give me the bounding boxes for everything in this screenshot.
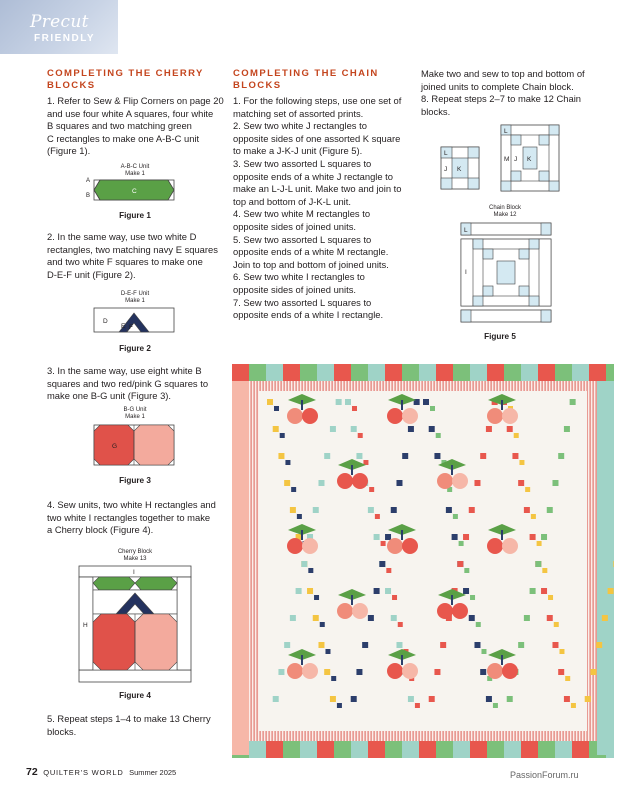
text-line: opposite sides of joined units. [233,220,356,232]
fig2-title [95,291,175,305]
badge-line-2: FRIENDLY [34,33,96,44]
text-line: opposite ends of a white I rectangle. [233,309,384,321]
fig1-label-a: A [85,178,90,184]
text-line: make an L-J-L unit. Make two and join to [233,183,402,195]
fig5b-label-k: K [527,156,532,163]
text-line: top and bottom of J-K-L unit. [233,195,351,207]
figure-5-chain-block [460,222,552,324]
text-line: 2. Sew two white J rectangles to [233,120,367,132]
text-line: squares and two red/pink G squares to [47,377,209,389]
magazine-name: QUILTER'S WORLD [43,768,124,777]
chain-heading [233,68,418,92]
badge-line-1: Precut [30,12,89,32]
fig5-title [465,205,545,219]
cherry-step-4 [47,499,232,537]
fig2-title-text: D-E-F Unit [120,291,150,297]
precut-friendly-badge [0,0,118,54]
watermark: PassionForum.ru [510,770,579,780]
figure-3-caption: Figure 3 [119,476,151,485]
fig2-sub-text: Make 1 [125,298,145,304]
fig4-label-h: H [83,622,88,629]
text-line: Make two and sew to top and bottom of [421,68,585,79]
text-line: opposite sides of one assorted K square [233,132,401,144]
issue-date: Summer 2025 [129,768,177,777]
cherry-step-2 [47,231,232,281]
fig4-sub-text: Make 13 [123,556,147,562]
text-line: D-E-F unit (Figure 2). [47,268,136,280]
figure-2-caption: Figure 2 [119,344,151,353]
text-line: B squares and two matching green [47,120,192,132]
chain-heading-line-2: BLOCKS [233,80,282,91]
text-line: 4. Sew two white M rectangles to [233,208,371,220]
text-line: to make a J-K-J unit (Figure 5). [233,145,363,157]
text-line: blocks. [421,105,451,117]
fig2-label-e: E [121,323,126,330]
figure-4-caption: Figure 4 [119,691,151,700]
fig5a-label-k: K [457,166,462,173]
fig5a-label-l: L [444,150,448,157]
text-line: 2. In the same way, use two white D [47,231,197,242]
cherry-step-1 [47,95,232,158]
fig5-sub-text: Make 12 [493,212,517,218]
fig5-title-text: Chain Block [488,205,521,211]
figure-1-caption: Figure 1 [119,211,151,220]
text-line: 1. Refer to Sew & Flip Corners on page 20 [47,95,224,106]
text-line: 5. Repeat steps 1–4 to make 13 Cherry [47,713,211,724]
page-number: 72 [26,766,38,778]
fig2-label-d: D [103,318,108,325]
text-line: matching set of assorted prints. [233,107,364,119]
text-line: a Cherry block (Figure 4). [47,524,154,536]
figure-5-jkj-unit [440,146,480,190]
figure-5-caption: Figure 5 [484,332,516,341]
fig5b-label-j: J [514,156,518,163]
cherry-heading-line-2: BLOCKS [47,80,96,91]
text-line: and two white F squares to make one [47,256,203,268]
figure-4-diagram [78,565,192,685]
fig4-label-i: I [133,569,135,576]
fig1-sub-text: Make 1 [125,171,145,177]
text-line: two white I rectangles together to make [47,511,211,523]
text-line: 1. For the following steps, use one set of [233,95,402,106]
quilt-photo [232,364,614,758]
text-line: make one B-G unit (Figure 3). [47,390,172,402]
text-line: 8. Repeat steps 2–7 to make 12 Chain [421,93,581,105]
text-line: rectangles, two matching navy E squares [47,243,218,255]
text-line: 3. In the same way, use eight white B [47,365,202,376]
chain-steps [233,95,418,322]
text-line: opposite ends of a white M rectangle. [233,246,389,258]
cherry-step-3 [47,365,232,403]
figure-3-diagram [93,424,175,466]
text-line: and use four white A squares, four white [47,107,214,119]
chain-continued-text [421,68,611,118]
fig1-title [95,164,175,178]
fig2-label-f: F [129,324,133,331]
figure-5-lj-unit [500,124,560,192]
cherry-heading [47,68,229,92]
cherry-instructions-column [47,68,229,92]
fig1-title-text: A-B-C Unit [120,164,150,170]
fig5c-label-i: I [465,269,467,276]
fig1-label-c: C [132,188,137,195]
fig4-title [95,549,175,563]
text-line: opposite sides of joined units. [233,283,356,295]
figure-2-diagram [93,307,177,333]
fig3-label-g: G [112,443,118,450]
text-line: joined units to complete Chain block. [421,80,574,92]
text-line: blocks. [47,725,77,737]
text-line: 4. Sew units, two white H rectangles and [47,499,216,510]
page-footer [26,766,176,778]
chain-instructions-column [233,68,418,322]
cherry-heading-line-1: COMPLETING THE CHERRY [47,68,204,79]
text-line: 6. Sew two white I rectangles to [233,271,365,283]
fig5a-label-j: J [444,166,448,173]
text-line: (Figure 1). [47,145,91,157]
fig3-title-text: B-G Unit [123,407,147,413]
text-line: 3. Sew two assorted L squares to [233,157,372,169]
fig5b-label-m: M [504,156,510,163]
cherry-step-5 [47,713,232,738]
text-line: C rectangles to make one A-B-C unit [47,132,200,144]
chain-heading-line-1: COMPLETING THE CHAIN [233,68,379,79]
fig1-label-b: B [85,193,90,199]
fig5c-label-l: L [464,227,468,234]
text-line: Join to top and bottom of joined units. [233,258,389,270]
text-line: 5. Sew two assorted L squares to [233,233,372,245]
fig4-title-text: Cherry Block [117,549,153,555]
figure-1-diagram [92,179,184,201]
fig3-title [95,407,175,421]
fig3-sub-text: Make 1 [125,414,145,420]
fig5b-label-l: L [504,128,508,135]
text-line: opposite ends of a white J rectangle to [233,170,393,182]
text-line: 7. Sew two assorted L squares to [233,296,372,308]
